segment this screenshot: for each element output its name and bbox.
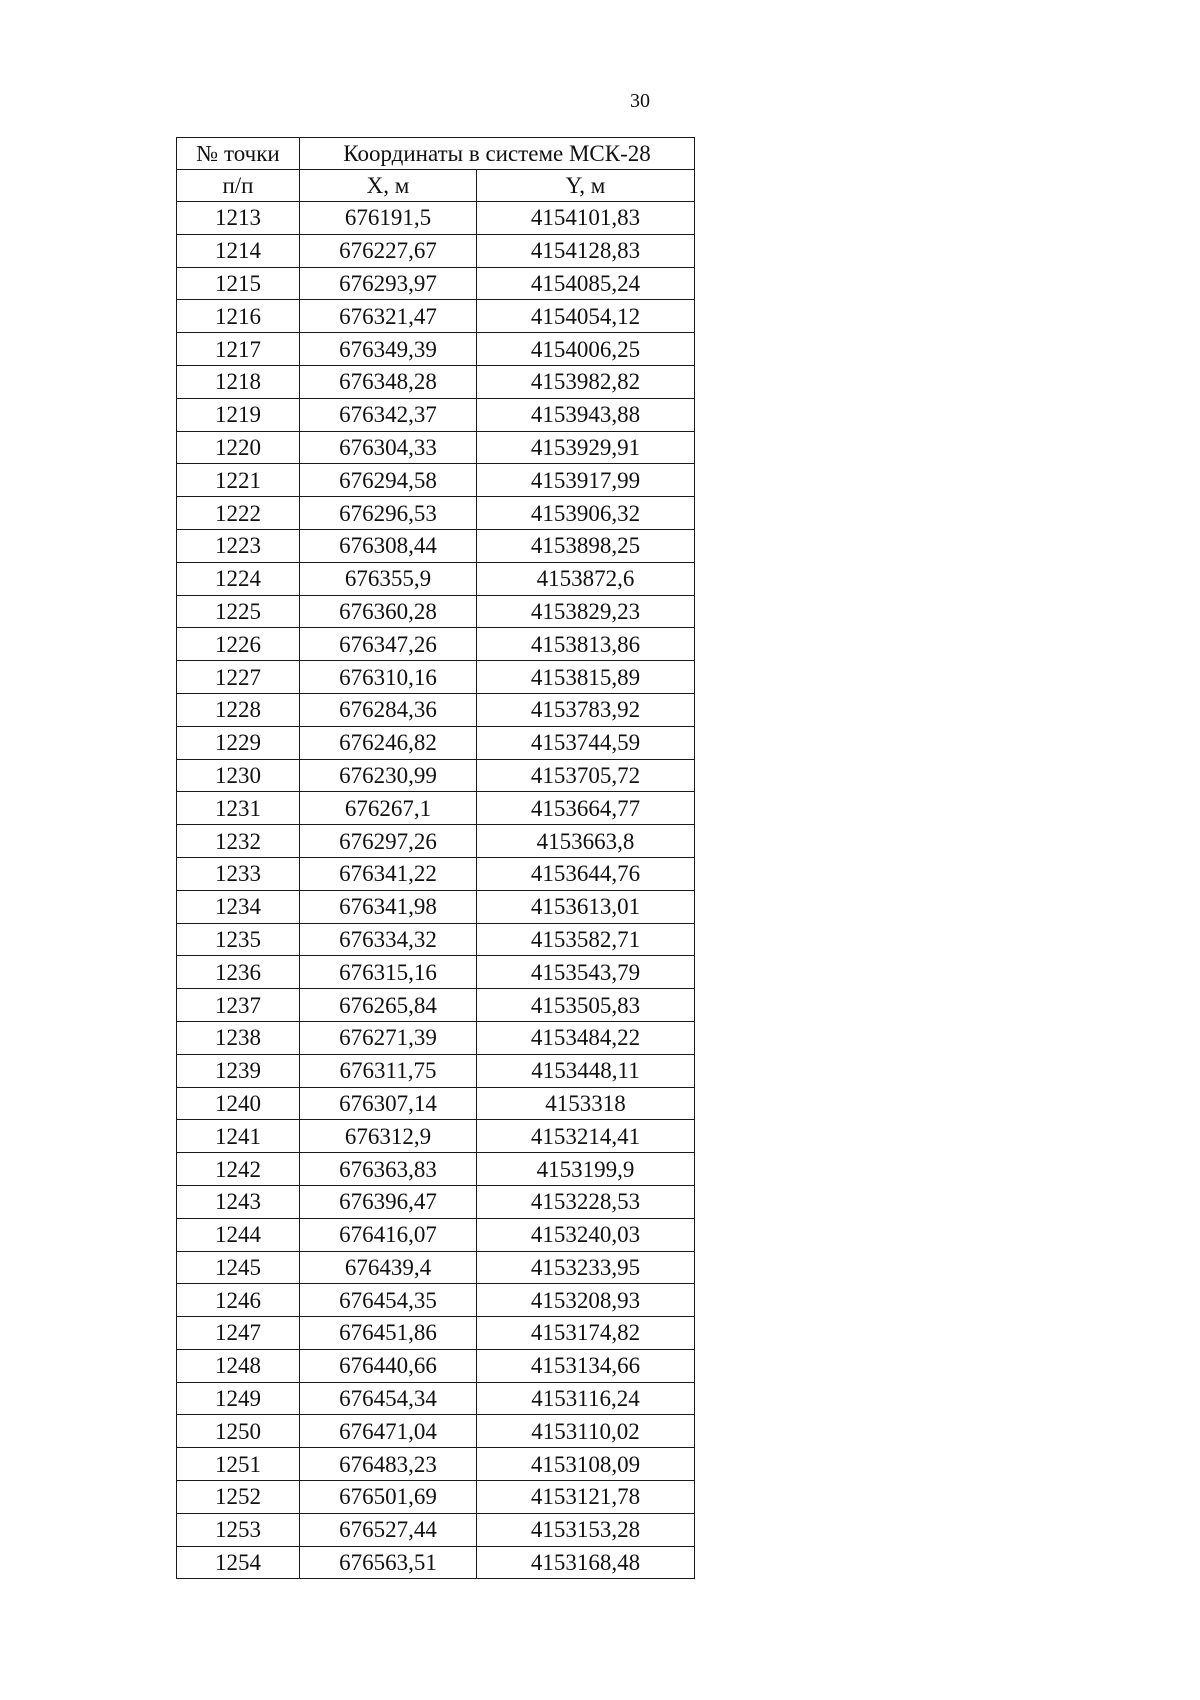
table-row <box>177 234 695 267</box>
y-coordinate-cell: 4153318 <box>477 1087 695 1120</box>
y-coordinate-cell: 4153813,86 <box>477 628 695 661</box>
x-coordinate-cell: 676307,14 <box>300 1087 477 1120</box>
point-number-cell: 1243 <box>177 1185 300 1218</box>
y-coordinate-cell: 4153110,02 <box>477 1415 695 1448</box>
x-coordinate-cell: 676348,28 <box>300 365 477 398</box>
table-row <box>177 726 695 759</box>
coordinates-table <box>176 137 695 1579</box>
y-coordinate-cell: 4153134,66 <box>477 1349 695 1382</box>
page-number: 30 <box>630 90 650 112</box>
point-number-cell: 1238 <box>177 1021 300 1054</box>
point-number-cell: 1215 <box>177 267 300 300</box>
x-coordinate-cell: 676321,47 <box>300 300 477 333</box>
y-coordinate-cell: 4153829,23 <box>477 595 695 628</box>
point-number-cell: 1231 <box>177 792 300 825</box>
y-coordinate-cell: 4153153,28 <box>477 1513 695 1546</box>
table-row <box>177 529 695 562</box>
y-coordinate-cell: 4153228,53 <box>477 1185 695 1218</box>
x-coordinate-cell: 676227,67 <box>300 234 477 267</box>
point-number-cell: 1239 <box>177 1054 300 1087</box>
point-number-cell: 1229 <box>177 726 300 759</box>
y-coordinate-cell: 4153783,92 <box>477 693 695 726</box>
point-number-cell: 1228 <box>177 693 300 726</box>
table-row <box>177 202 695 235</box>
y-coordinate-cell: 4153982,82 <box>477 365 695 398</box>
x-coordinate-cell: 676191,5 <box>300 202 477 235</box>
y-coordinate-cell: 4154101,83 <box>477 202 695 235</box>
table-row <box>177 989 695 1022</box>
table-row <box>177 1054 695 1087</box>
x-coordinate-cell: 676334,32 <box>300 923 477 956</box>
table-row <box>177 1481 695 1514</box>
point-number-cell: 1245 <box>177 1251 300 1284</box>
table-row <box>177 661 695 694</box>
coordinates-system-header: Координаты в системе МСК-28 <box>300 138 695 170</box>
table-row <box>177 300 695 333</box>
table-row <box>177 365 695 398</box>
x-coordinate-cell: 676311,75 <box>300 1054 477 1087</box>
y-coordinate-cell: 4153214,41 <box>477 1120 695 1153</box>
point-number-cell: 1237 <box>177 989 300 1022</box>
point-number-cell: 1224 <box>177 562 300 595</box>
table-row <box>177 1153 695 1186</box>
point-number-cell: 1233 <box>177 857 300 890</box>
point-number-cell: 1252 <box>177 1481 300 1514</box>
point-number-cell: 1249 <box>177 1382 300 1415</box>
y-coordinate-cell: 4153929,91 <box>477 431 695 464</box>
point-number-cell: 1216 <box>177 300 300 333</box>
point-number-cell: 1235 <box>177 923 300 956</box>
x-coordinate-cell: 676284,36 <box>300 693 477 726</box>
table-body <box>177 202 695 1579</box>
y-coordinate-cell: 4153898,25 <box>477 529 695 562</box>
point-number-cell: 1230 <box>177 759 300 792</box>
x-coordinate-cell: 676363,83 <box>300 1153 477 1186</box>
x-coordinate-cell: 676294,58 <box>300 464 477 497</box>
point-number-cell: 1226 <box>177 628 300 661</box>
point-number-cell: 1254 <box>177 1546 300 1579</box>
point-number-cell: 1241 <box>177 1120 300 1153</box>
table-row <box>177 562 695 595</box>
x-coordinate-cell: 676355,9 <box>300 562 477 595</box>
table-row <box>177 267 695 300</box>
point-number-cell: 1227 <box>177 661 300 694</box>
point-number-header: № точки <box>177 138 300 170</box>
x-coordinate-cell: 676471,04 <box>300 1415 477 1448</box>
x-coordinate-cell: 676341,22 <box>300 857 477 890</box>
table-row <box>177 1448 695 1481</box>
point-number-cell: 1217 <box>177 333 300 366</box>
point-number-cell: 1246 <box>177 1284 300 1317</box>
x-coordinate-cell: 676246,82 <box>300 726 477 759</box>
table-header <box>177 138 695 202</box>
table-row <box>177 693 695 726</box>
point-number-cell: 1219 <box>177 398 300 431</box>
table-row <box>177 464 695 497</box>
table-row <box>177 825 695 858</box>
y-coordinate-cell: 4153240,03 <box>477 1218 695 1251</box>
x-coordinate-cell: 676451,86 <box>300 1317 477 1350</box>
point-number-cell: 1253 <box>177 1513 300 1546</box>
x-coordinate-cell: 676271,39 <box>300 1021 477 1054</box>
point-number-cell: 1225 <box>177 595 300 628</box>
point-number-cell: 1248 <box>177 1349 300 1382</box>
y-coordinate-cell: 4153505,83 <box>477 989 695 1022</box>
x-coordinate-cell: 676308,44 <box>300 529 477 562</box>
point-number-cell: 1220 <box>177 431 300 464</box>
point-number-cell: 1218 <box>177 365 300 398</box>
table-row <box>177 923 695 956</box>
x-coordinate-cell: 676315,16 <box>300 956 477 989</box>
table-row <box>177 956 695 989</box>
x-coordinate-cell: 676297,26 <box>300 825 477 858</box>
table-row <box>177 759 695 792</box>
table-row <box>177 497 695 530</box>
x-coordinate-cell: 676304,33 <box>300 431 477 464</box>
table-row <box>177 792 695 825</box>
point-number-cell: 1244 <box>177 1218 300 1251</box>
x-column-header: X, м <box>300 170 477 202</box>
x-coordinate-cell: 676265,84 <box>300 989 477 1022</box>
y-coordinate-cell: 4153917,99 <box>477 464 695 497</box>
table-row <box>177 628 695 661</box>
x-coordinate-cell: 676230,99 <box>300 759 477 792</box>
table-row <box>177 1382 695 1415</box>
x-coordinate-cell: 676563,51 <box>300 1546 477 1579</box>
x-coordinate-cell: 676439,4 <box>300 1251 477 1284</box>
y-coordinate-cell: 4153613,01 <box>477 890 695 923</box>
y-coordinate-cell: 4153705,72 <box>477 759 695 792</box>
table-row <box>177 1251 695 1284</box>
y-coordinate-cell: 4153943,88 <box>477 398 695 431</box>
table-row <box>177 1185 695 1218</box>
table-row <box>177 1021 695 1054</box>
x-coordinate-cell: 676360,28 <box>300 595 477 628</box>
point-number-cell: 1221 <box>177 464 300 497</box>
point-number-cell: 1214 <box>177 234 300 267</box>
x-coordinate-cell: 676349,39 <box>300 333 477 366</box>
point-number-cell: 1236 <box>177 956 300 989</box>
y-coordinate-cell: 4153582,71 <box>477 923 695 956</box>
x-coordinate-cell: 676341,98 <box>300 890 477 923</box>
point-number-cell: 1250 <box>177 1415 300 1448</box>
point-number-cell: 1251 <box>177 1448 300 1481</box>
y-coordinate-cell: 4153906,32 <box>477 497 695 530</box>
y-coordinate-cell: 4153168,48 <box>477 1546 695 1579</box>
x-coordinate-cell: 676296,53 <box>300 497 477 530</box>
x-coordinate-cell: 676527,44 <box>300 1513 477 1546</box>
y-coordinate-cell: 4153121,78 <box>477 1481 695 1514</box>
table-row <box>177 1546 695 1579</box>
table-row <box>177 431 695 464</box>
x-coordinate-cell: 676440,66 <box>300 1349 477 1382</box>
table-row <box>177 1218 695 1251</box>
y-coordinate-cell: 4153664,77 <box>477 792 695 825</box>
y-coordinate-cell: 4153744,59 <box>477 726 695 759</box>
x-coordinate-cell: 676342,37 <box>300 398 477 431</box>
point-number-cell: 1240 <box>177 1087 300 1120</box>
table-row <box>177 1120 695 1153</box>
y-coordinate-cell: 4153233,95 <box>477 1251 695 1284</box>
point-number-cell: 1247 <box>177 1317 300 1350</box>
point-number-cell: 1223 <box>177 529 300 562</box>
y-coordinate-cell: 4154006,25 <box>477 333 695 366</box>
y-coordinate-cell: 4153543,79 <box>477 956 695 989</box>
table-row <box>177 1415 695 1448</box>
table-row <box>177 333 695 366</box>
y-coordinate-cell: 4153448,11 <box>477 1054 695 1087</box>
table-row <box>177 1513 695 1546</box>
y-coordinate-cell: 4153208,93 <box>477 1284 695 1317</box>
y-coordinate-cell: 4153815,89 <box>477 661 695 694</box>
x-coordinate-cell: 676293,97 <box>300 267 477 300</box>
x-coordinate-cell: 676396,47 <box>300 1185 477 1218</box>
table-row <box>177 857 695 890</box>
y-coordinate-cell: 4154054,12 <box>477 300 695 333</box>
y-coordinate-cell: 4153484,22 <box>477 1021 695 1054</box>
point-number-subheader: п/п <box>177 170 300 202</box>
table-row <box>177 890 695 923</box>
y-coordinate-cell: 4153174,82 <box>477 1317 695 1350</box>
y-coordinate-cell: 4153199,9 <box>477 1153 695 1186</box>
table-row <box>177 1317 695 1350</box>
table-row <box>177 398 695 431</box>
y-coordinate-cell: 4153644,76 <box>477 857 695 890</box>
x-coordinate-cell: 676416,07 <box>300 1218 477 1251</box>
table-row <box>177 595 695 628</box>
point-number-cell: 1234 <box>177 890 300 923</box>
table-row <box>177 1284 695 1317</box>
x-coordinate-cell: 676267,1 <box>300 792 477 825</box>
point-number-cell: 1222 <box>177 497 300 530</box>
y-coordinate-cell: 4153872,6 <box>477 562 695 595</box>
y-coordinate-cell: 4153108,09 <box>477 1448 695 1481</box>
y-column-header: Y, м <box>477 170 695 202</box>
x-coordinate-cell: 676310,16 <box>300 661 477 694</box>
x-coordinate-cell: 676454,35 <box>300 1284 477 1317</box>
x-coordinate-cell: 676454,34 <box>300 1382 477 1415</box>
table-row <box>177 1087 695 1120</box>
point-number-cell: 1213 <box>177 202 300 235</box>
x-coordinate-cell: 676501,69 <box>300 1481 477 1514</box>
y-coordinate-cell: 4153116,24 <box>477 1382 695 1415</box>
table-row <box>177 1349 695 1382</box>
y-coordinate-cell: 4154085,24 <box>477 267 695 300</box>
x-coordinate-cell: 676312,9 <box>300 1120 477 1153</box>
point-number-cell: 1232 <box>177 825 300 858</box>
x-coordinate-cell: 676347,26 <box>300 628 477 661</box>
point-number-cell: 1242 <box>177 1153 300 1186</box>
x-coordinate-cell: 676483,23 <box>300 1448 477 1481</box>
y-coordinate-cell: 4153663,8 <box>477 825 695 858</box>
y-coordinate-cell: 4154128,83 <box>477 234 695 267</box>
